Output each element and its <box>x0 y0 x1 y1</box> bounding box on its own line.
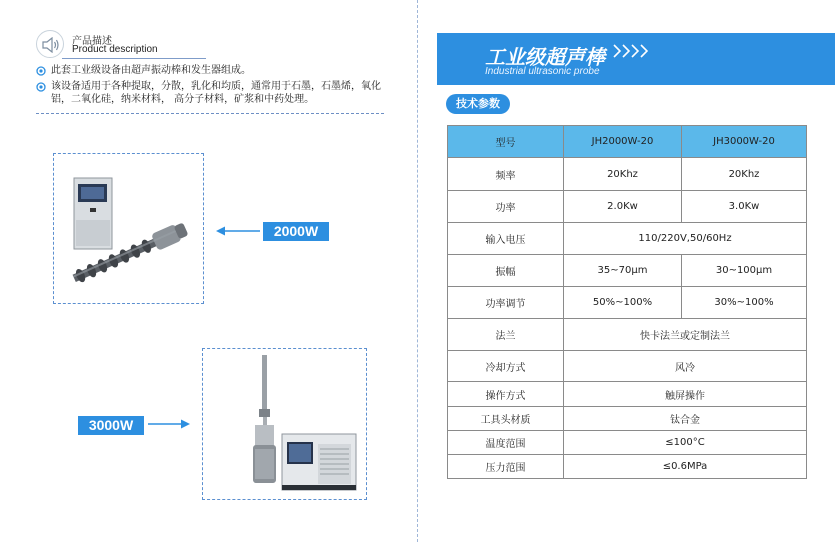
title-banner <box>437 33 835 85</box>
header-cell: 型号 <box>448 126 564 158</box>
table-cell-merged: 钛合金 <box>564 407 807 431</box>
table-row <box>448 223 807 255</box>
description-title-en: Product description <box>72 44 158 55</box>
banner-title-zh: 工业级超声棒 <box>485 45 605 69</box>
table-row <box>448 455 807 479</box>
table-cell: 35~70μm <box>564 255 682 287</box>
table-cell-merged: 快卡法兰或定制法兰 <box>564 319 807 351</box>
product-description-header <box>36 30 206 58</box>
bullet-text: 此套工业级设备由超声振动棒和发生器组成。 <box>51 65 251 76</box>
product-image-2000w <box>53 153 204 304</box>
table-cell: 20Khz <box>564 158 682 191</box>
table-cell: 3.0Kw <box>682 191 807 223</box>
description-bullets <box>36 64 386 106</box>
power-label-2000w: 2000W <box>263 222 329 241</box>
row-label: 功率 <box>448 191 564 223</box>
row-label: 工具头材质 <box>448 407 564 431</box>
arrow-right-icon <box>148 418 190 430</box>
header-cell: JH3000W-20 <box>682 126 807 158</box>
table-cell: 20Khz <box>682 158 807 191</box>
description-underline <box>62 58 206 59</box>
header-cell: JH2000W-20 <box>564 126 682 158</box>
product-image-3000w <box>202 348 367 500</box>
table-cell-merged: 风冷 <box>564 351 807 382</box>
row-label: 温度范围 <box>448 431 564 455</box>
table-row <box>448 191 807 223</box>
table-cell: 50%~100% <box>564 287 682 319</box>
row-label: 冷却方式 <box>448 351 564 382</box>
arrow-left-icon <box>216 225 260 237</box>
table-row <box>448 319 807 351</box>
table-cell-merged: 110/220V,50/60Hz <box>564 223 807 255</box>
table-cell: 30~100μm <box>682 255 807 287</box>
row-label: 振幅 <box>448 255 564 287</box>
bullet-text: 该设备适用于各种提取，分散，乳化和均质，通常用于石墨，石墨烯，氧化铝，二氧化硅，纳米材料， 高分子材料，矿浆和中药处理。 <box>51 81 381 105</box>
bullet-item <box>36 64 386 77</box>
row-label: 频率 <box>448 158 564 191</box>
row-label: 输入电压 <box>448 223 564 255</box>
power-label-3000w: 3000W <box>78 416 144 435</box>
tech-params-tag: 技术参数 <box>446 94 510 114</box>
row-label: 操作方式 <box>448 382 564 407</box>
table-row <box>448 431 807 455</box>
description-title-zh: 产品描述 <box>72 36 112 47</box>
row-label: 法兰 <box>448 319 564 351</box>
chevrons-right-icon <box>612 43 648 59</box>
row-label: 功率调节 <box>448 287 564 319</box>
row-label: 压力范围 <box>448 455 564 479</box>
table-cell: 30%~100% <box>682 287 807 319</box>
location-pin-icon <box>36 82 46 92</box>
table-row <box>448 351 807 382</box>
table-row <box>448 382 807 407</box>
table-row <box>448 287 807 319</box>
table-cell: 2.0Kw <box>564 191 682 223</box>
table-cell-merged: ≤100°C <box>564 431 807 455</box>
table-row <box>448 158 807 191</box>
table-row <box>448 407 807 431</box>
page-divider <box>417 0 418 542</box>
location-pin-icon <box>36 66 46 76</box>
bullet-item <box>36 80 386 106</box>
table-row <box>448 255 807 287</box>
banner-title-en: Industrial ultrasonic probe <box>485 66 600 77</box>
speaker-icon <box>36 30 64 58</box>
table-cell-merged: 触屏操作 <box>564 382 807 407</box>
spec-table-header <box>448 126 807 158</box>
spec-table <box>447 125 807 479</box>
table-cell-merged: ≤0.6MPa <box>564 455 807 479</box>
section-divider <box>36 113 384 114</box>
